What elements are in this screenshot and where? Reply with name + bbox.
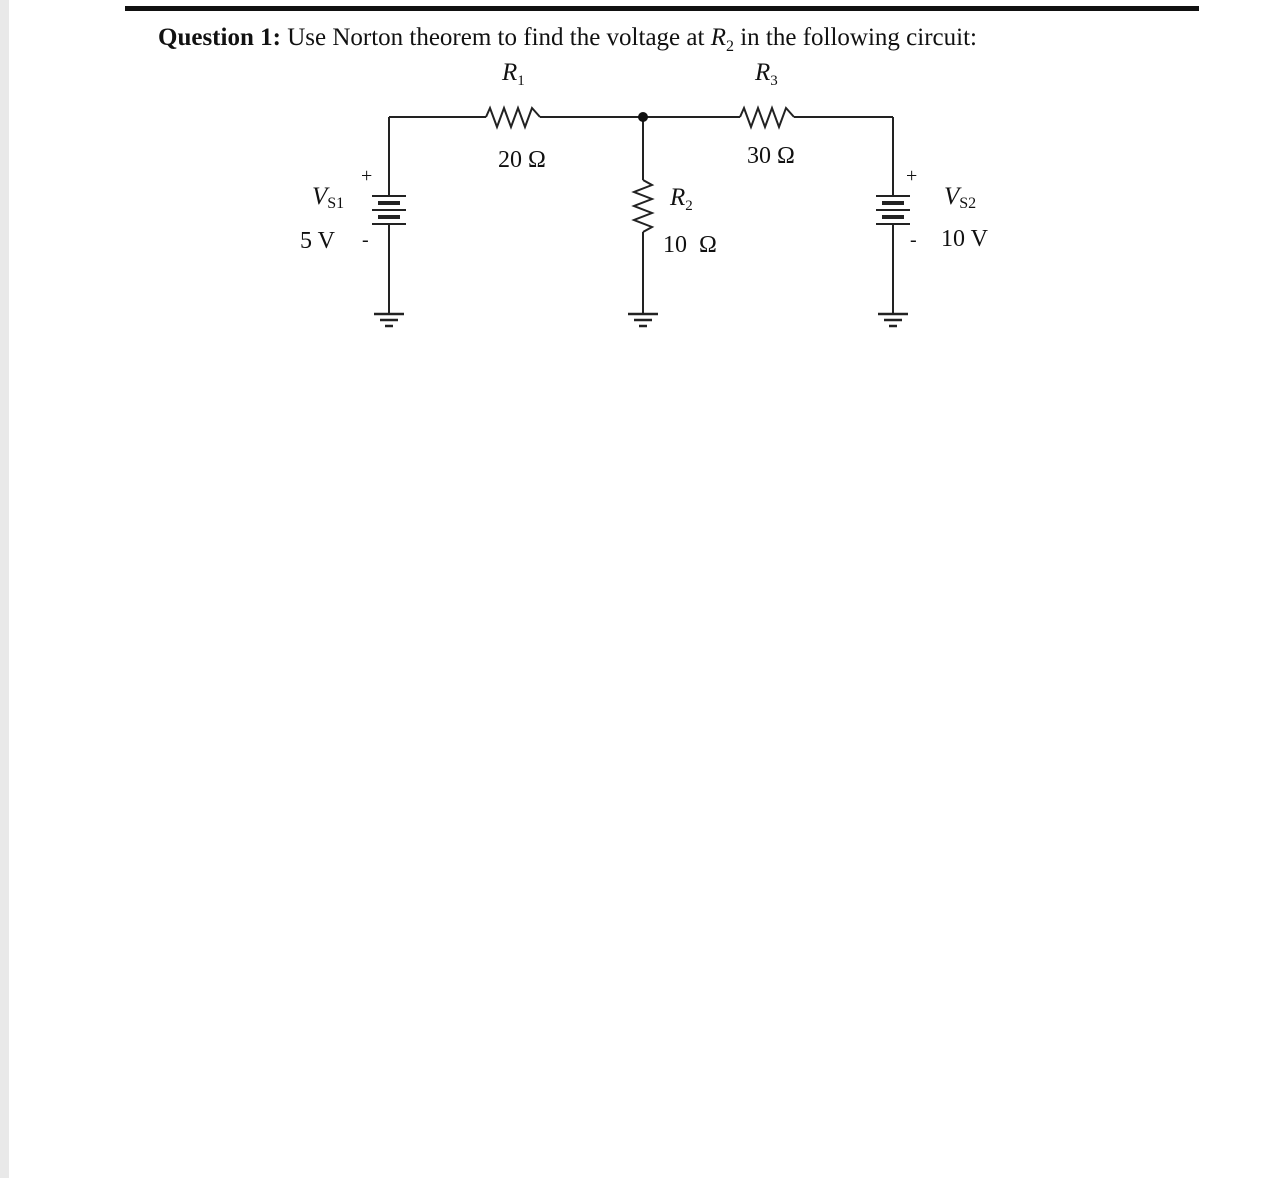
vs1-value: 5 V: [300, 228, 335, 254]
r2-label: $R_2$: [670, 184, 693, 214]
question-label: Question 1:: [158, 24, 281, 51]
vs2-plus: +: [906, 165, 918, 187]
vs2-value: 10 V: [941, 226, 988, 252]
vs1-label: VS1: [312, 183, 345, 212]
battery-vs1: [372, 196, 406, 326]
question-var: R: [710, 24, 726, 51]
vs2-label: VS2: [944, 183, 977, 212]
resistor-r2: [634, 180, 652, 232]
resistor-r1: [486, 108, 540, 127]
r1-label: $R_1$: [502, 59, 525, 89]
battery-vs2: [876, 196, 910, 326]
r3-value: 30 Ω: [747, 143, 795, 169]
question-var-sub: 2: [725, 38, 734, 55]
r2-value: 10 Ω: [663, 232, 717, 258]
vs1-minus: -: [362, 229, 369, 251]
vs1-plus: +: [361, 165, 373, 187]
r1-value: 20 Ω: [498, 147, 546, 173]
r3-label: $R_3$: [755, 59, 778, 89]
resistor-r3: [740, 108, 794, 127]
question-body: Use Norton theorem to find the voltage at: [287, 24, 705, 51]
vs2-minus: -: [910, 229, 917, 251]
question-body-end: in the following circuit:: [740, 24, 977, 51]
junction-node: [638, 112, 648, 122]
